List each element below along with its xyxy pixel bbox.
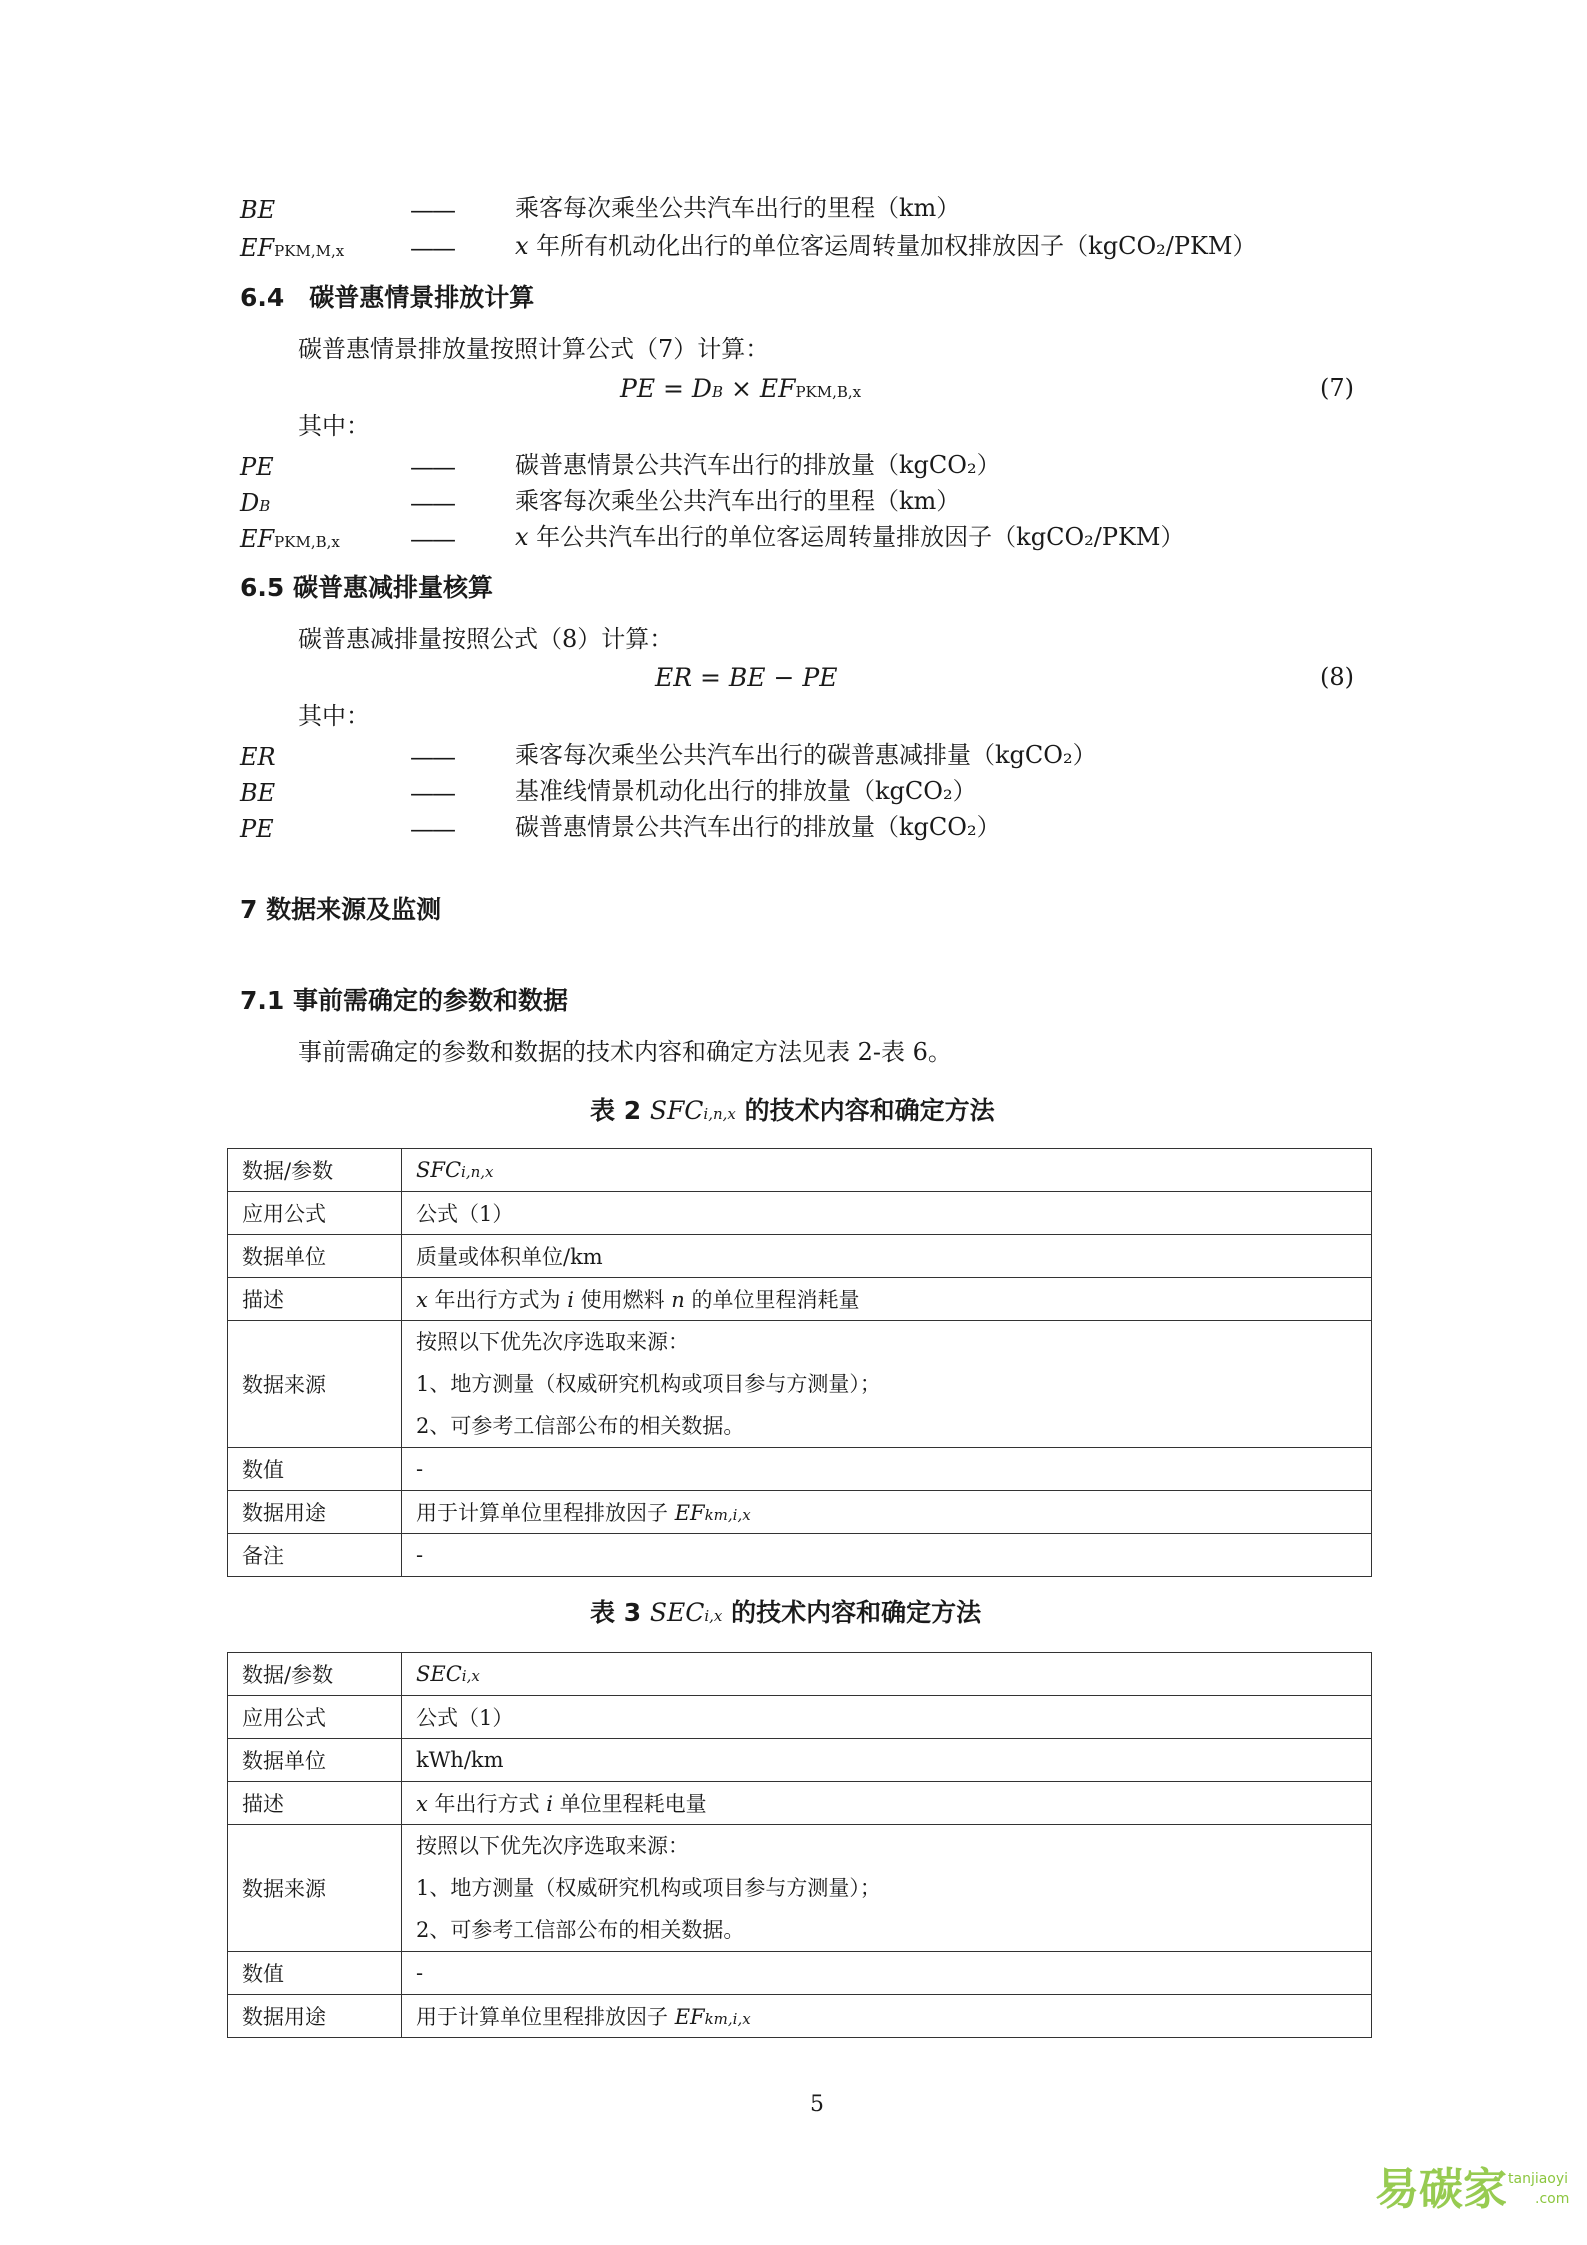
watermark-domain: .com bbox=[1535, 2191, 1570, 2207]
row-value: 质量或体积单位/km bbox=[402, 1235, 1372, 1278]
table-row bbox=[228, 1235, 1372, 1278]
section-heading-7-1: 7.1 事前需确定的参数和数据 bbox=[240, 986, 568, 1015]
row-value: x 年出行方式 i 单位里程耗电量 bbox=[402, 1782, 1372, 1825]
row-label: 数据用途 bbox=[228, 1491, 402, 1534]
table-row bbox=[228, 1321, 1372, 1448]
def-dash: —— bbox=[410, 489, 454, 517]
def-desc: 碳普惠情景公共汽车出行的排放量（kgCO₂） bbox=[515, 813, 1001, 841]
row-value: 用于计算单位里程排放因子 EFkm,i,x bbox=[402, 1491, 1372, 1534]
def-dash: —— bbox=[410, 453, 454, 481]
symbol-BE: BE bbox=[240, 779, 276, 807]
def-desc: 乘客每次乘坐公共汽车出行的碳普惠减排量（kgCO₂） bbox=[515, 741, 1097, 769]
table-row bbox=[228, 1192, 1372, 1235]
def-dash: —— bbox=[410, 525, 454, 553]
row-value: 用于计算单位里程排放因子 EFkm,i,x bbox=[402, 1995, 1372, 2038]
section-intro: 碳普惠情景排放量按照计算公式（7）计算： bbox=[298, 335, 770, 363]
table-3-caption: 表 3 SECi,x 的技术内容和确定方法 bbox=[590, 1598, 982, 1627]
formula-number: (8) bbox=[1320, 663, 1354, 691]
table-2 bbox=[227, 1148, 1372, 1577]
symbol-EF-PKM-B-x: EFPKM,B,x bbox=[240, 525, 340, 553]
section-heading-6-5: 6.5 碳普惠减排量核算 bbox=[240, 573, 493, 602]
row-value: - bbox=[402, 1534, 1372, 1577]
table-row bbox=[228, 1653, 1372, 1696]
section-heading-6-4: 6.4 碳普惠情景排放计算 bbox=[240, 283, 535, 312]
row-value: 按照以下优先次序选取来源： 1、地方测量（权威研究机构或项目参与方测量）； 2、可参考工信部公布的相关数据。 bbox=[402, 1825, 1372, 1952]
table-row bbox=[228, 1825, 1372, 1952]
row-value: kWh/km bbox=[402, 1739, 1372, 1782]
table-row bbox=[228, 1739, 1372, 1782]
watermark-pinyin: tanjiaoyi bbox=[1508, 2171, 1569, 2187]
row-label: 数值 bbox=[228, 1448, 402, 1491]
table-row bbox=[228, 1534, 1372, 1577]
row-label: 数据/参数 bbox=[228, 1149, 402, 1192]
table-row bbox=[228, 1696, 1372, 1739]
row-label: 描述 bbox=[228, 1278, 402, 1321]
table-2-caption: 表 2 SFCi,n,x 的技术内容和确定方法 bbox=[590, 1096, 995, 1125]
formula-7: PE = DB × EFPKM,B,x bbox=[620, 374, 862, 403]
def-dash: —— bbox=[410, 196, 454, 224]
page-number: 5 bbox=[810, 2092, 824, 2117]
row-value: SFCi,n,x bbox=[402, 1149, 1372, 1192]
symbol-ER: ER bbox=[240, 743, 276, 771]
def-desc: 基准线情景机动化出行的排放量（kgCO₂） bbox=[515, 777, 977, 805]
symbol-EF-PKM-M-x: EFPKM,M,x bbox=[240, 234, 345, 262]
def-dash: —— bbox=[410, 743, 454, 771]
symbol-PE: PE bbox=[240, 453, 274, 481]
row-value: 公式（1） bbox=[402, 1192, 1372, 1235]
def-desc: 碳普惠情景公共汽车出行的排放量（kgCO₂） bbox=[515, 451, 1001, 479]
where-label: 其中： bbox=[298, 702, 370, 730]
row-value: 按照以下优先次序选取来源： 1、地方测量（权威研究机构或项目参与方测量）； 2、可参考工信部公布的相关数据。 bbox=[402, 1321, 1372, 1448]
symbol-PE: PE bbox=[240, 815, 274, 843]
table-row bbox=[228, 1995, 1372, 2038]
row-label: 描述 bbox=[228, 1782, 402, 1825]
table-row bbox=[228, 1278, 1372, 1321]
row-value: - bbox=[402, 1952, 1372, 1995]
section-intro: 碳普惠减排量按照公式（8）计算： bbox=[298, 625, 674, 653]
table-row bbox=[228, 1491, 1372, 1534]
def-dash: —— bbox=[410, 779, 454, 807]
table-row bbox=[228, 1149, 1372, 1192]
symbol-D-B: DB bbox=[240, 489, 271, 517]
formula-number: (7) bbox=[1320, 374, 1354, 402]
table-row bbox=[228, 1782, 1372, 1825]
def-desc: 乘客每次乘坐公共汽车出行的里程（km） bbox=[515, 194, 961, 222]
section-intro: 事前需确定的参数和数据的技术内容和确定方法见表 2-表 6。 bbox=[298, 1038, 952, 1066]
section-heading-7: 7 数据来源及监测 bbox=[240, 895, 442, 924]
def-desc: 乘客每次乘坐公共汽车出行的里程（km） bbox=[515, 487, 961, 515]
row-label: 数据来源 bbox=[228, 1321, 402, 1448]
table-3 bbox=[227, 1652, 1372, 2038]
row-label: 应用公式 bbox=[228, 1696, 402, 1739]
where-label: 其中： bbox=[298, 412, 370, 440]
row-value: 公式（1） bbox=[402, 1696, 1372, 1739]
row-value: SECi,x bbox=[402, 1653, 1372, 1696]
row-label: 备注 bbox=[228, 1534, 402, 1577]
row-label: 数据/参数 bbox=[228, 1653, 402, 1696]
formula-8: ER = BE − PE bbox=[655, 663, 838, 692]
def-desc: x 年所有机动化出行的单位客运周转量加权排放因子（kgCO₂/PKM） bbox=[515, 232, 1257, 260]
def-dash: —— bbox=[410, 815, 454, 843]
row-value: - bbox=[402, 1448, 1372, 1491]
watermark-logo: 易碳家 bbox=[1375, 2164, 1507, 2215]
table-row bbox=[228, 1952, 1372, 1995]
row-label: 数据来源 bbox=[228, 1825, 402, 1952]
symbol-BE: BE bbox=[240, 196, 276, 224]
row-value: x 年出行方式为 i 使用燃料 n 的单位里程消耗量 bbox=[402, 1278, 1372, 1321]
def-desc: x 年公共汽车出行的单位客运周转量排放因子（kgCO₂/PKM） bbox=[515, 523, 1185, 551]
row-label: 应用公式 bbox=[228, 1192, 402, 1235]
row-label: 数值 bbox=[228, 1952, 402, 1995]
def-dash: —— bbox=[410, 234, 454, 262]
row-label: 数据单位 bbox=[228, 1235, 402, 1278]
table-row bbox=[228, 1448, 1372, 1491]
row-label: 数据用途 bbox=[228, 1995, 402, 2038]
row-label: 数据单位 bbox=[228, 1739, 402, 1782]
